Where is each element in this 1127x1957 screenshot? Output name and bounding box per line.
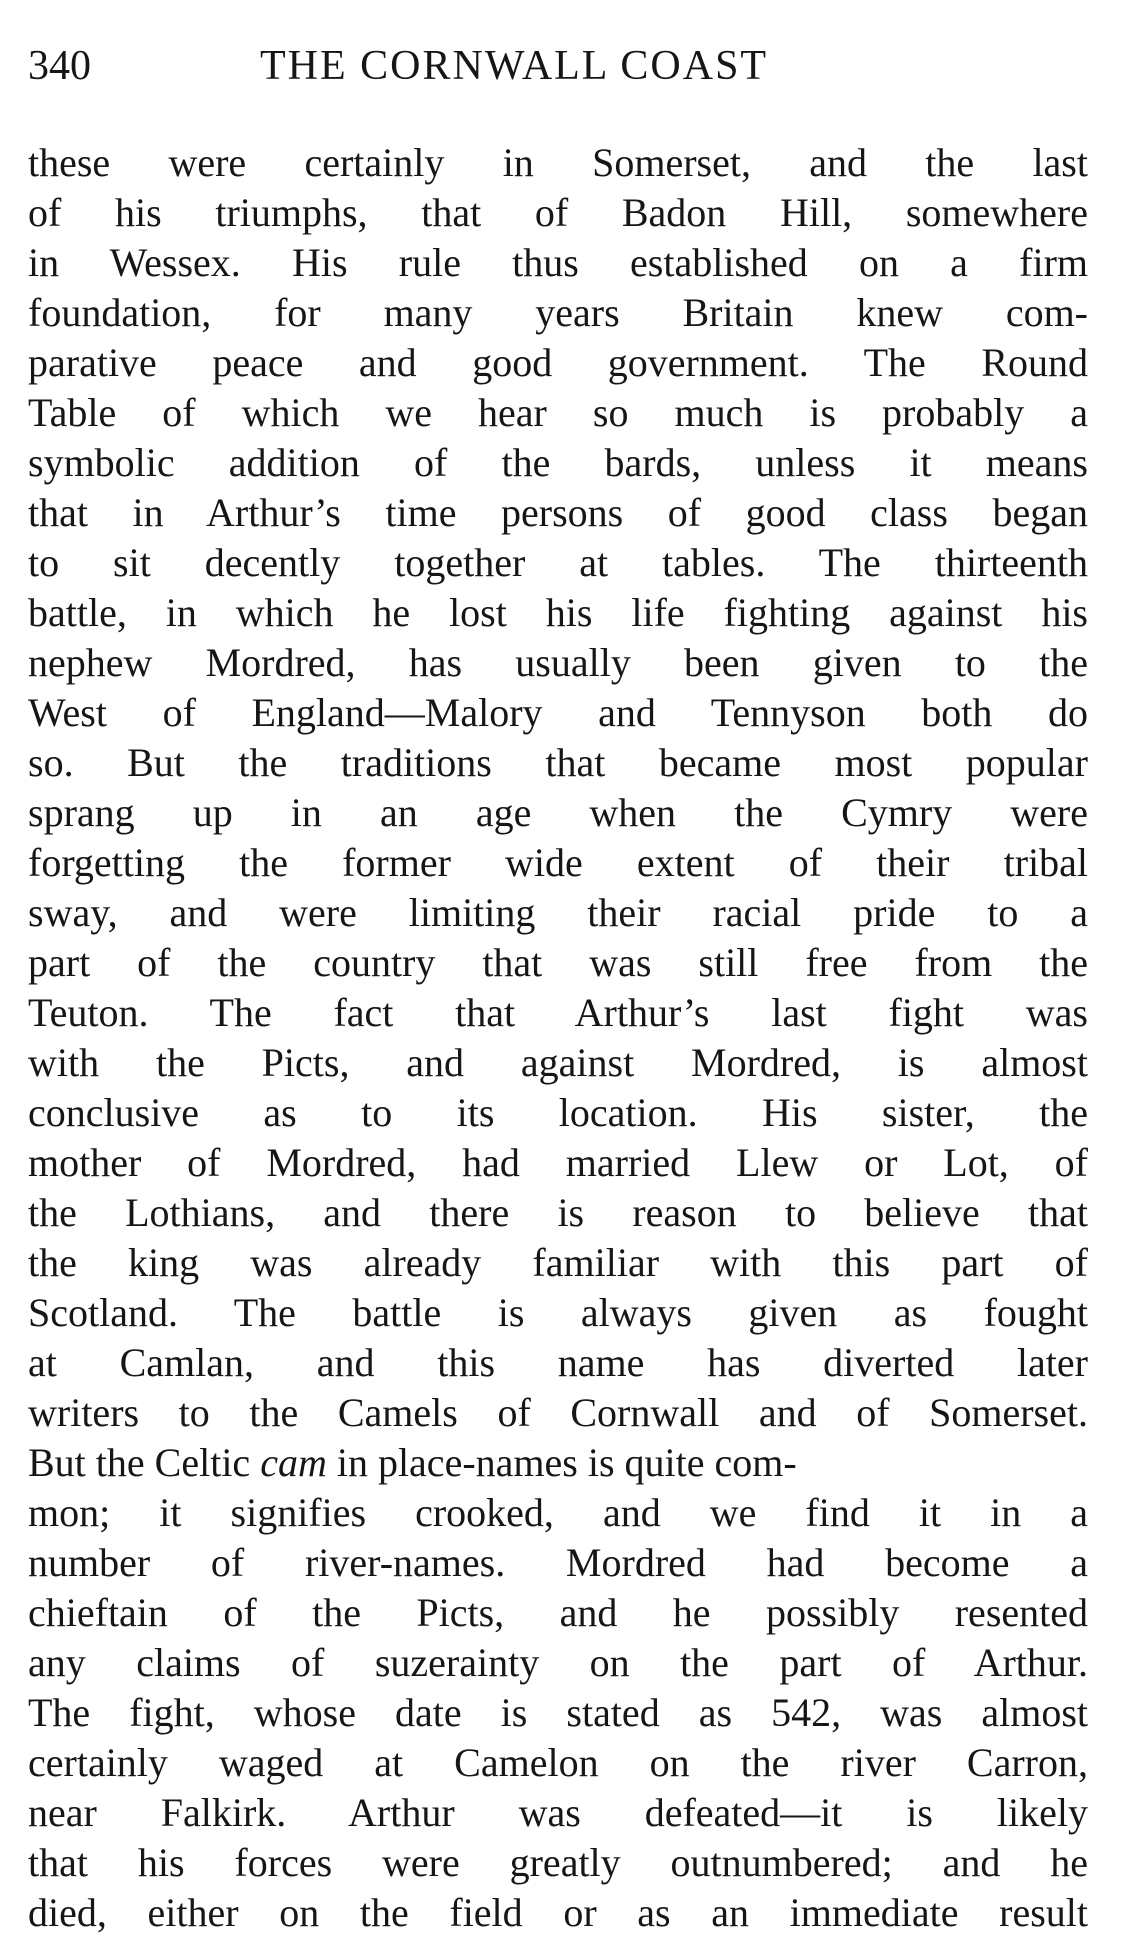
text-line xyxy=(28,1438,1088,1488)
text-line: to sit decently together at tables. The thirteenth xyxy=(28,540,1088,585)
text-line: that in Arthur’s time persons of good class began xyxy=(28,490,1088,535)
italic-term: cam xyxy=(260,1440,327,1485)
text-line: battle, in which he lost his life fighting against his xyxy=(28,590,1088,635)
text-line: part of the country that was still free from the xyxy=(28,940,1088,985)
text-line: nephew Mordred, has usually been given to the xyxy=(28,640,1088,685)
body-paragraph xyxy=(28,138,1088,1938)
text-line: in Wessex. His rule thus established on a firm xyxy=(28,240,1088,285)
text-segment: in place-names is quite com- xyxy=(326,1440,797,1485)
text-line: of his triumphs, that of Badon Hill, somewhere xyxy=(28,190,1088,235)
text-line: certainly waged at Camelon on the river Carron, xyxy=(28,1740,1088,1785)
text-line: that his forces were greatly outnumbered; and he xyxy=(28,1840,1088,1885)
text-line: with the Picts, and against Mordred, is almost xyxy=(28,1040,1088,1085)
page-number: 340 xyxy=(28,43,91,89)
text-line: foundation, for many years Britain knew com- xyxy=(28,290,1088,335)
text-segment: But the Celtic xyxy=(28,1440,261,1485)
text-line: mon; it signifies crooked, and we find it in a xyxy=(28,1490,1088,1535)
text-line: Scotland. The battle is always given as fought xyxy=(28,1290,1088,1335)
running-head xyxy=(28,38,1088,94)
text-line: at Camlan, and this name has diverted later xyxy=(28,1340,1088,1385)
text-line: near Falkirk. Arthur was defeated—it is likely xyxy=(28,1790,1088,1835)
text-line: conclusive as to its location. His sister, the xyxy=(28,1090,1088,1135)
text-line: number of river-names. Mordred had become a xyxy=(28,1540,1088,1585)
text-line: Table of which we hear so much is probably a xyxy=(28,390,1088,435)
text-line: The fight, whose date is stated as 542, was almost xyxy=(28,1690,1088,1735)
text-line: sway, and were limiting their racial pride to a xyxy=(28,890,1088,935)
text-line: symbolic addition of the bards, unless it means xyxy=(28,440,1088,485)
text-line: mother of Mordred, had married Llew or Lot, of xyxy=(28,1140,1088,1185)
text-line: forgetting the former wide extent of their tribal xyxy=(28,840,1088,885)
text-line: Teuton. The fact that Arthur’s last fight was xyxy=(28,990,1088,1035)
running-title: THE CORNWALL COAST xyxy=(260,43,769,89)
text-line: died, either on the field or as an immediate result xyxy=(28,1890,1088,1935)
text-line: the Lothians, and there is reason to believe that xyxy=(28,1190,1088,1235)
text-line: any claims of suzerainty on the part of Arthur. xyxy=(28,1640,1088,1685)
text-line: the king was already familiar with this part of xyxy=(28,1240,1088,1285)
text-line: so. But the traditions that became most popular xyxy=(28,740,1088,785)
text-line: chieftain of the Picts, and he possibly resented xyxy=(28,1590,1088,1635)
text-line: sprang up in an age when the Cymry were xyxy=(28,790,1088,835)
text-line: parative peace and good government. The Round xyxy=(28,340,1088,385)
text-line: these were certainly in Somerset, and the last xyxy=(28,140,1088,185)
text-line: writers to the Camels of Cornwall and of Somerset. xyxy=(28,1390,1088,1435)
text-line: West of England—Malory and Tennyson both do xyxy=(28,690,1088,735)
